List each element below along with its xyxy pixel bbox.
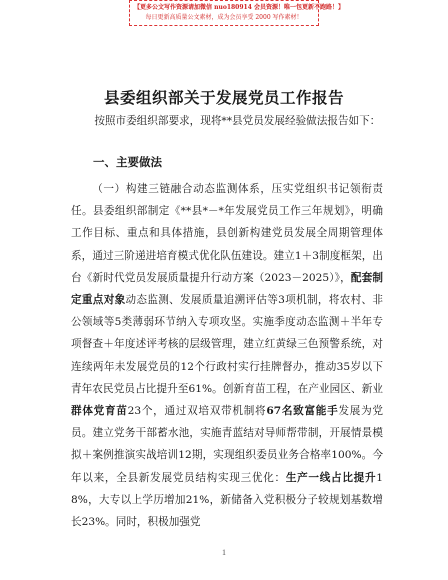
body-bold-segment: 67名致富能手 — [266, 405, 339, 418]
promo-banner-line-2: 每日更新高质量公文素材，成为会员享受 2000 写作素材！ — [145, 14, 303, 21]
body-text-segment: 18%，大专以上学历增加21%，新储备入党积极分子较规划基数增长23%。同时，积极加强党 — [71, 471, 384, 529]
body-bold-segment: 配套制定重点对象 — [71, 271, 383, 307]
document-title: 县委组织部关于发展党员工作报告 — [103, 88, 344, 107]
body-text-segment: 23个，通过双培双带机制将 — [127, 405, 267, 418]
body-bold-segment: 群体党育苗 — [71, 405, 128, 418]
page-number: 1 — [222, 548, 226, 557]
body-paragraph — [71, 178, 383, 533]
body-text-segment: 动态监测、发展质量追溯评估等3项机制，将农村、非公领域等5类薄弱环节纳入专项攻坚。实施季度动态监测＋半年专项督查＋年度述评考核的层级管理，建立红黄绿三色预警系统，对连续两年未发展党员的12个行政村实行挂牌督办，推动35岁以下青年农民党员占比提升至61%。创新育苗工程，在产业园区、新业 — [71, 294, 383, 395]
body-text-segment: （一）构建三链融合动态监测体系，压实党组织书记领衔责任。县委组织部制定《**县*－*年发展党员工作三年规划》，明确工作目标、重点和具体措施，县创新构建党员发展全周期管理体系，通过三阶递进培育模式优化队伍建设。建立1＋3制度框架，出台《新时代党员发展质量提升行动方案（2023－2025）》， — [71, 183, 383, 284]
promo-banner — [129, 0, 344, 26]
body-bold-segment: 生产一线占比提升 — [285, 471, 377, 484]
intro-paragraph: 按照市委组织部要求，现将**县党员发展经验做法报告如下： — [94, 115, 381, 127]
body-text-segment: 发展为党员。建立党务干部蓄水池，实施青蓝结对导师帮带制，开展情景模拟＋案例推演实战培训12期，实现组织委员业务合格率100%。今年以来，全县新发展党员结构实现三优化： — [71, 405, 383, 484]
promo-banner-line-1: 【更多公文写作资源请加微信 nuo180914 会员资源！唯一包更新不跑路！】 — [134, 4, 344, 11]
section-heading: 一、主要做法 — [93, 155, 162, 169]
